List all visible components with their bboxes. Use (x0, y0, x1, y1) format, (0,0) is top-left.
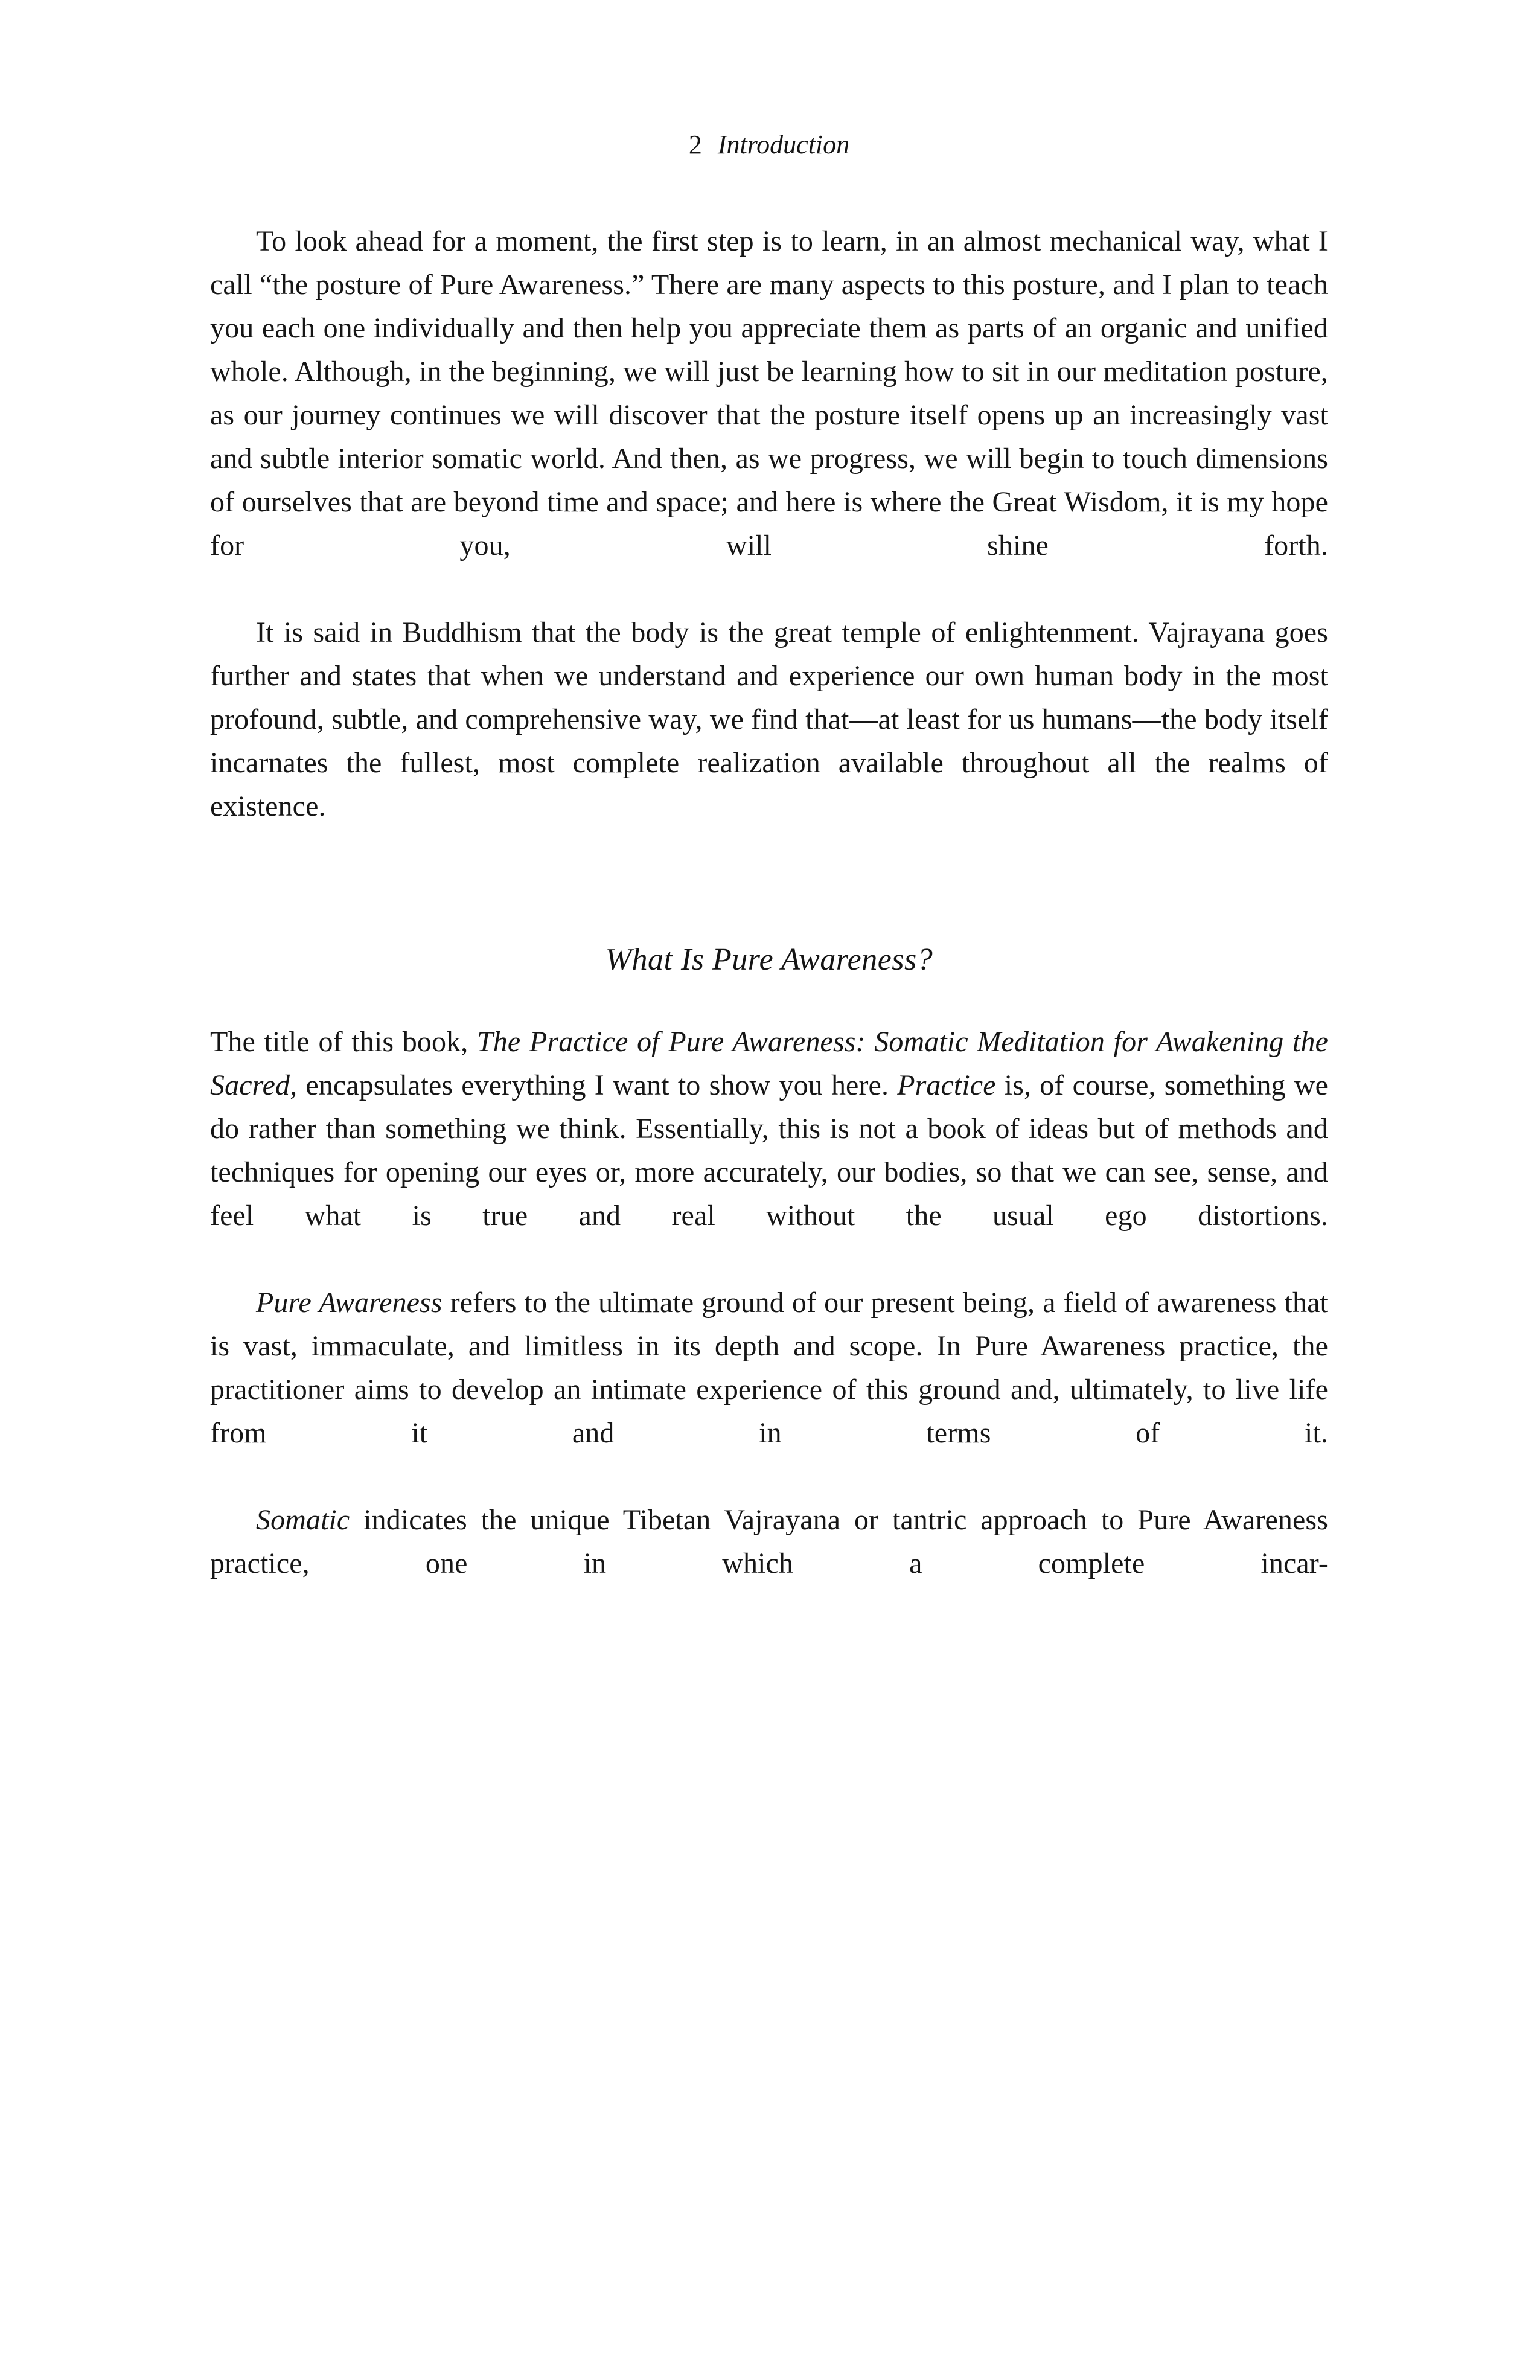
spacer-after-heading (210, 982, 1328, 1020)
paragraph-2-text: It is said in Buddhism that the body is the great temple of enlightenment. Vajrayana goes further and states that when we understand and experience our own human body in the most profound, subtle, and comprehensive way, we find that—at least for us humans—the body itself incarnates the fullest, most complete realization available throughout all the realms of existence. (210, 616, 1328, 822)
paragraph-2 (210, 611, 1328, 872)
paragraph-5-text: indicates the unique Tibetan Vajrayana or tantric approach to Pure Awareness practice, one in which a complete incar- (210, 1504, 1328, 1579)
paragraph-3-text-c: is, of course, something we do rather than something we think. Essentially, this is not a book of ideas but of methods and techniques for opening our eyes or, more accurately, our bodies, so that we can see, sense, and feel what is true and real without the usual ego distortions. (210, 1069, 1328, 1232)
text-block (210, 220, 1328, 1629)
pure-awareness-term-italic: Pure Awareness (256, 1287, 443, 1319)
paragraph-3 (210, 1020, 1328, 1281)
spacer-before-heading (210, 872, 1328, 938)
section-heading: What Is Pure Awareness? (605, 942, 933, 977)
paragraph-3-text-a: The title of this book, (210, 1026, 477, 1058)
paragraph-3-text-b: , encapsulates everything I want to show you here. (290, 1069, 898, 1101)
somatic-term-italic: Somatic (256, 1504, 350, 1536)
paragraph-1 (210, 220, 1328, 611)
practice-term-italic: Practice (897, 1069, 996, 1101)
paragraph-4 (210, 1281, 1328, 1499)
page-number: 2 (688, 130, 702, 159)
paragraph-1-text: To look ahead for a moment, the first step is to learn, in an almost mechanical way, what I call “the posture of Pure Awareness.” There are many aspects to this posture, and I plan to teach you each one individually and then help you appreciate them as parts of an organic and unified whole. Although, in the beginning, we will just be learning how to sit in our meditation posture, as our journey continues we will discover that the posture itself opens up an increasingly vast and subtle interior somatic world. And then, as we progress, we will begin to touch dimensions of ourselves that are beyond time and space; and here is where the Great Wisdom, it is my hope for you, will shine forth. (210, 225, 1328, 561)
running-head-title: Introduction (717, 130, 850, 159)
paragraph-4-text: refers to the ultimate ground of our present being, a field of awareness that is vast, immaculate, and limitless in its depth and scope. In Pure Awareness practice, the practitioner aims to develop an intimate experience of this ground and, ultimately, to live life from it and in terms of it. (210, 1287, 1328, 1449)
paragraph-5 (210, 1499, 1328, 1629)
book-title-italic: The Practice of Pure Awareness: Somatic Meditation for Awakening the Sacred (210, 1026, 1328, 1101)
running-head (210, 132, 1328, 158)
